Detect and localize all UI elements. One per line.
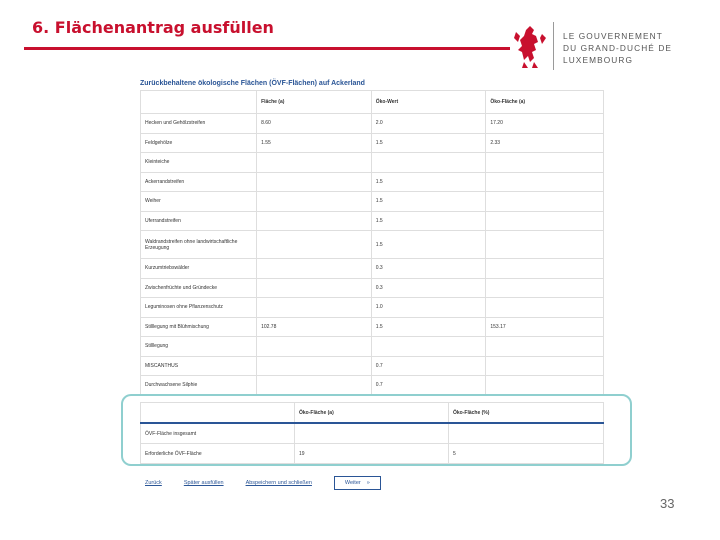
summary-prozent: 5	[449, 444, 604, 464]
table-row	[141, 172, 604, 192]
row-label: Stilllegung mit Blühmischung	[141, 317, 257, 337]
page-number: 33	[660, 496, 675, 511]
table-row	[141, 337, 604, 357]
table-row	[141, 133, 604, 153]
flaeche-input[interactable]	[257, 259, 372, 279]
flaeche-input[interactable]	[257, 298, 372, 318]
header-cell: Fläche (a)	[257, 91, 372, 114]
logo-line-2: DU GRAND-DUCHÉ DE LUXEMBOURG	[563, 43, 673, 65]
flaeche-input[interactable]	[257, 376, 372, 396]
summary-flaeche	[295, 423, 449, 444]
table-row	[141, 259, 604, 279]
oeko-wert	[371, 153, 486, 173]
row-label: Kurzumtriebswälder	[141, 259, 257, 279]
table-row	[141, 376, 604, 396]
header-cell: Öko-Fläche (a)	[486, 91, 604, 114]
flaeche-input[interactable]: 1.55	[257, 133, 372, 153]
table-row	[141, 317, 604, 337]
next-label: Weiter	[344, 480, 361, 486]
oeko-flaeche	[486, 337, 604, 357]
oeko-wert: 1.5	[371, 172, 486, 192]
oeko-flaeche	[486, 356, 604, 376]
table-row	[141, 444, 604, 464]
flaeche-input[interactable]	[257, 172, 372, 192]
oeko-wert: 0.3	[371, 278, 486, 298]
header-cell: Öko-Fläche (%)	[449, 403, 604, 424]
summary-flaeche: 19	[295, 444, 449, 464]
header-cell	[141, 91, 257, 114]
oeko-flaeche	[486, 278, 604, 298]
flaeche-input[interactable]	[257, 278, 372, 298]
flaeche-input[interactable]: 102.78	[257, 317, 372, 337]
oeko-wert: 0.7	[371, 356, 486, 376]
next-button[interactable]	[334, 476, 381, 490]
flaeche-input[interactable]	[257, 356, 372, 376]
oeko-wert: 2.0	[371, 114, 486, 134]
row-label: Ackerrandstreifen	[141, 172, 257, 192]
oeko-wert: 1.5	[371, 211, 486, 231]
logo-divider	[553, 22, 554, 70]
fill-later-link[interactable]: Später ausfüllen	[183, 480, 224, 486]
title-rule	[24, 47, 510, 50]
row-label: Weiher	[141, 192, 257, 212]
table-row	[141, 278, 604, 298]
header-cell: Öko-Wert	[371, 91, 486, 114]
oeko-flaeche	[486, 259, 604, 279]
flaeche-input[interactable]	[257, 337, 372, 357]
header-cell: Öko-Fläche (a)	[295, 403, 449, 424]
flaeche-input[interactable]	[257, 153, 372, 173]
flaeche-input[interactable]	[257, 211, 372, 231]
table-row	[141, 231, 604, 259]
row-label: Kleinteiche	[141, 153, 257, 173]
table-row	[141, 356, 604, 376]
save-close-link[interactable]: Abspeichern und schließen	[245, 480, 312, 486]
header-cell	[141, 403, 295, 424]
back-link[interactable]: Zurück	[145, 480, 162, 486]
table-row	[141, 153, 604, 173]
oeko-wert: 1.5	[371, 317, 486, 337]
row-label: Erforderliche ÖVF-Fläche	[141, 444, 295, 464]
flaeche-input[interactable]	[257, 192, 372, 212]
oeko-flaeche	[486, 211, 604, 231]
oeko-wert: 1.5	[371, 133, 486, 153]
oeko-flaeche	[486, 192, 604, 212]
summary-table	[140, 402, 604, 464]
oeko-flaeche: 2.33	[486, 133, 604, 153]
oevf-table	[140, 90, 604, 396]
oeko-wert: 1.5	[371, 192, 486, 212]
flaeche-input[interactable]	[257, 231, 372, 259]
table-row	[141, 423, 604, 444]
row-label: MISCANTHUS	[141, 356, 257, 376]
oeko-flaeche	[486, 172, 604, 192]
lion-icon	[508, 22, 552, 72]
table-row	[141, 114, 604, 134]
row-label: Durchwachsene Silphie	[141, 376, 257, 396]
row-label: Hecken und Gehölzstreifen	[141, 114, 257, 134]
row-label: ÖVF-Fläche insgesamt	[141, 423, 295, 444]
summary-prozent	[449, 423, 604, 444]
row-label: Waldrandstreifen ohne landwirtschaftliche Erzeugung	[141, 231, 257, 259]
oeko-flaeche: 17.20	[486, 114, 604, 134]
oeko-wert: 1.0	[371, 298, 486, 318]
row-label: Zwischenfrüchte und Gründecke	[141, 278, 257, 298]
row-label: Stilllegung	[141, 337, 257, 357]
oeko-flaeche	[486, 376, 604, 396]
oeko-flaeche	[486, 153, 604, 173]
table-row	[141, 298, 604, 318]
bottom-nav	[145, 476, 381, 490]
logo-line-1: LE GOUVERNEMENT	[563, 31, 663, 41]
row-label: Feldgehölze	[141, 133, 257, 153]
oeko-flaeche	[486, 298, 604, 318]
slide-title: 6. Flächenantrag ausfüllen	[32, 18, 274, 37]
row-label: Leguminosen ohne Pflanzenschutz	[141, 298, 257, 318]
flaeche-input[interactable]: 8.60	[257, 114, 372, 134]
section-title: Zurückbehaltene ökologische Flächen (ÖVF-Flächen) auf Ackerland	[140, 80, 365, 87]
oeko-wert	[371, 337, 486, 357]
oeko-wert: 0.3	[371, 259, 486, 279]
oeko-flaeche	[486, 231, 604, 259]
table-row	[141, 211, 604, 231]
oeko-flaeche: 153.17	[486, 317, 604, 337]
double-chevron-right-icon: »	[366, 480, 370, 486]
logo-text	[563, 30, 720, 66]
oeko-wert: 1.5	[371, 231, 486, 259]
table-row	[141, 192, 604, 212]
oeko-wert: 0.7	[371, 376, 486, 396]
row-label: Uferrandstreifen	[141, 211, 257, 231]
